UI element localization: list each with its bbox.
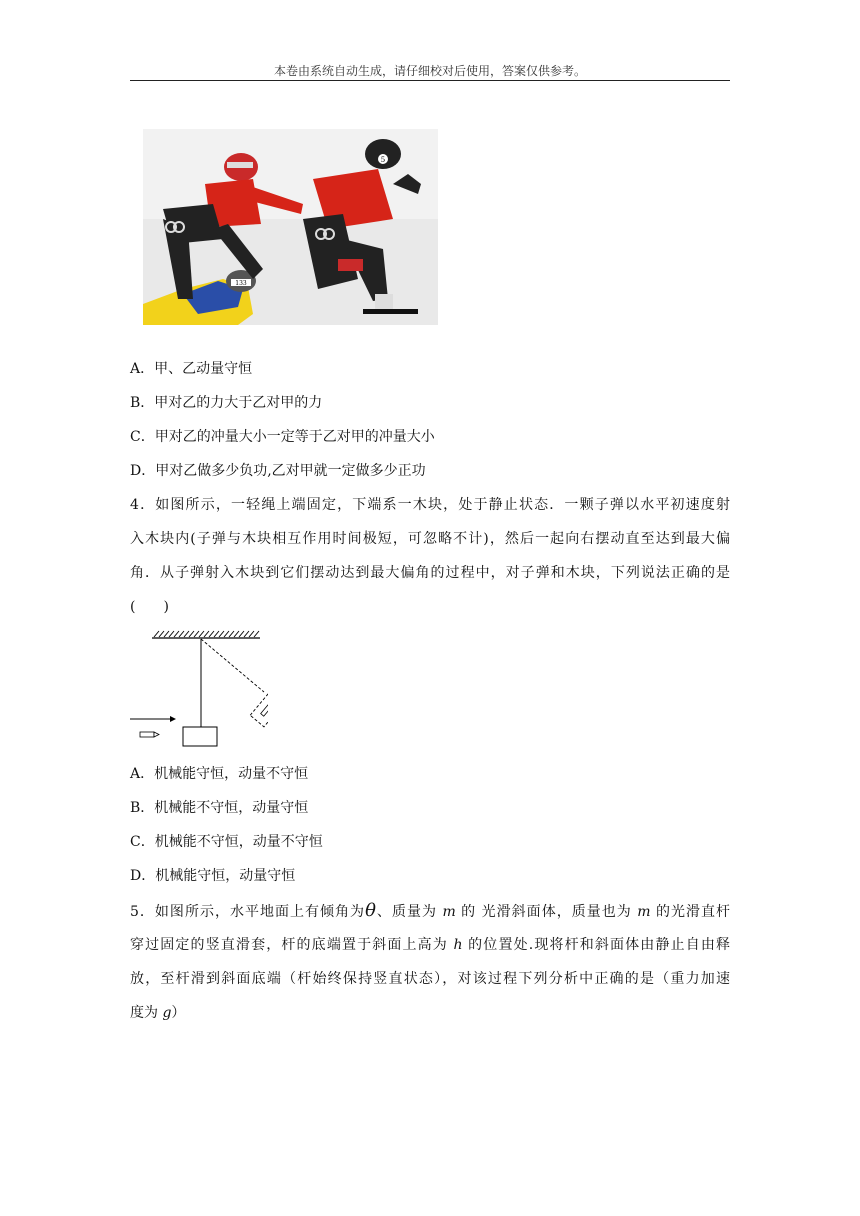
wood-block — [183, 727, 217, 746]
q4-option-b: B．机械能不守恒，动量守恒 — [130, 800, 309, 816]
q3-option-d: D．甲对乙做多少负功,乙对甲就一定做多少正功 — [130, 463, 426, 479]
bullet — [140, 732, 159, 737]
q4-stem-line: ( ) — [130, 599, 169, 615]
q5-line-2: 穿过固定的竖直滑套，杆的底端置于斜面上高为 h 的位置处.现将杆和斜面体由静止自由释 — [130, 937, 731, 953]
q3-option-b: B．甲对乙的力大于乙对甲的力 — [130, 395, 323, 411]
q3-option-a: A．甲、乙动量守恒 — [130, 361, 253, 377]
q5-line-3: 放，至杆滑到斜面底端（杆始终保持竖直状态），对该过程下列分析中正确的是（重力加速 — [130, 971, 730, 987]
header-rule — [130, 80, 730, 81]
q4-option-c: C．机械能不守恒，动量不守恒 — [130, 834, 323, 850]
q5-line-4: 度为 g） — [130, 1005, 186, 1021]
q4-option-d: D．机械能守恒，动量守恒 — [130, 868, 296, 884]
helmet-number-133: 133 — [235, 280, 247, 287]
q4-stem-line: 入木块内(子弹与木块相互作用时间极短，可忽略不计)，然后一起向右摆动直至达到最大偏 — [130, 531, 730, 547]
speed-skating-photo — [143, 129, 438, 325]
q4-stem-line: 角．从子弹射入木块到它们摆动达到最大偏角的过程中，对子弹和木块，下列说法正确的是 — [130, 565, 730, 581]
pendulum-bullet-diagram — [128, 630, 268, 752]
q5-line-1: 5．如图所示，水平地面上有倾角为θ、质量为 m 的 光滑斜面体，质量也为 m 的光滑直杆 — [130, 900, 730, 921]
swing-rope-dashed — [201, 639, 264, 692]
q5-stem — [130, 894, 730, 1030]
page-header: 本卷由系统自动生成，请仔细校对后使用，答案仅供参考。 — [273, 64, 586, 78]
swung-block-dashed — [250, 689, 268, 727]
q3-option-c: C．甲对乙的冲量大小一定等于乙对甲的冲量大小 — [130, 429, 435, 445]
q4-stem — [130, 488, 730, 624]
helmet-number-5: 5 — [380, 156, 386, 164]
theta-symbol: θ — [365, 900, 376, 921]
ceiling-hatching — [154, 631, 259, 637]
q4-option-a: A．机械能守恒，动量不守恒 — [130, 766, 309, 782]
q4-stem-line: 4．如图所示，一轻绳上端固定，下端系一木块，处于静止状态．一颗子弹以水平初速度射 — [130, 497, 730, 513]
